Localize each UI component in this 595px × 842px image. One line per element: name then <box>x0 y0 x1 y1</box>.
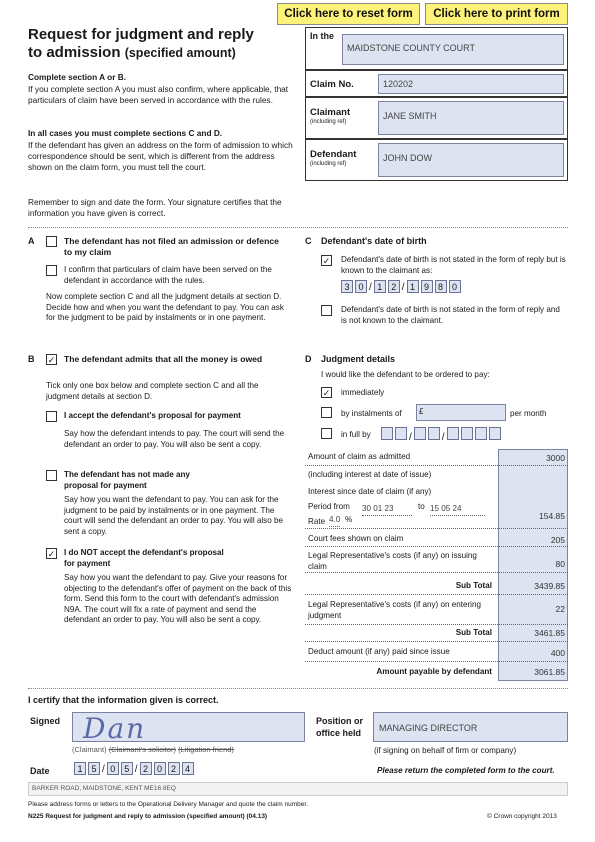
position-label: Position or office held <box>316 716 363 738</box>
period-to-label: to <box>418 502 425 511</box>
no-proposal-checkbox[interactable] <box>46 470 57 481</box>
not-accept-proposal-checkbox[interactable]: ✓ <box>47 549 56 559</box>
date-digit[interactable]: 5 <box>88 762 100 775</box>
accept-proposal-text: Say how the defendant intends to pay. The court will send the defendant an order to pay. You will also be sent a copy. <box>64 429 285 449</box>
date-field[interactable] <box>74 762 196 777</box>
dob-digit[interactable]: 1 <box>374 280 386 293</box>
dob-field[interactable] <box>341 280 463 295</box>
payable-row: Amount payable by defendant <box>376 667 492 676</box>
form-code: N225 Request for judgment and reply to admission (specified amount) (04.13) <box>28 813 268 820</box>
section-a-title: The defendant has not filed an admission or defence to my claim <box>64 236 279 258</box>
not-accept-proposal-text: Say how you want the defendant to pay. Give your reasons for objecting to the defendant's offer of payment on the back of this form. Send this form to the court with defendant's admission N9A. The court will fix a rate of payment and send the defendant an order to pay. You will also be sent a copy. <box>64 573 292 625</box>
date-digit[interactable]: 2 <box>140 762 152 775</box>
subtotal2-row: Sub Total <box>305 625 568 642</box>
period-to-value[interactable]: 15 05 24 <box>430 504 485 516</box>
claim-no-label: Claim No. <box>310 79 354 90</box>
intro-line-5: Remember to sign and date the form. Your signature certifies that the information you have given is correct. <box>28 197 282 219</box>
dob-digit[interactable]: 0 <box>449 280 461 293</box>
defendant-field[interactable]: JOHN DOW <box>378 143 564 177</box>
date-slash: / <box>369 282 372 293</box>
copyright: © Crown copyright 2013 <box>487 813 557 820</box>
rate-value[interactable]: 4.0 <box>329 515 340 527</box>
per-month-label: per month <box>510 409 547 418</box>
defendant-label: Defendant <box>310 149 357 160</box>
interest-since-label: Interest since date of claim (if any) <box>308 487 432 496</box>
date-digit[interactable]: 4 <box>182 762 194 775</box>
defendant-box <box>305 139 568 181</box>
dob-digit[interactable]: 9 <box>421 280 433 293</box>
section-b-title: The defendant admits that all the money is owed <box>64 354 263 364</box>
court-field[interactable]: MAIDSTONE COUNTY COURT <box>342 34 564 65</box>
footer-note: Please address forms or letters to the Operational Delivery Manager and quote the claim number. <box>28 801 309 808</box>
dob-unknown-checkbox[interactable] <box>321 305 332 316</box>
dob-digit[interactable]: 3 <box>341 280 353 293</box>
intro-line-4: If the defendant has given an address on the form of admission to which correspondence should be sent, which is different from the address shown on the claim form, you must tell the court. <box>28 140 293 173</box>
dob-digit[interactable]: 2 <box>388 280 400 293</box>
legal1-row: Legal Representative's costs (if any) on issuing claim <box>305 547 568 573</box>
date-slash: / <box>134 764 138 775</box>
including-interest-label: (including interest at date of issue) <box>308 470 432 479</box>
deduct-value[interactable]: 400 <box>550 648 565 658</box>
immediately-label: immediately <box>341 388 385 397</box>
section-c-letter: C <box>305 236 312 246</box>
date-slash: / <box>102 764 105 775</box>
claim-no-box <box>305 70 568 97</box>
fees-row: Court fees shown on claim <box>305 529 568 547</box>
defendant-sub: (including ref) <box>310 161 347 167</box>
period-from-label: Period from <box>308 502 350 511</box>
rate-pct: % <box>345 515 353 524</box>
accept-proposal-checkbox[interactable] <box>46 411 57 422</box>
section-b-letter: B <box>28 354 35 364</box>
interest-value[interactable]: 154.85 <box>539 511 565 521</box>
section-a-confirm-checkbox[interactable] <box>46 265 57 276</box>
date-slash: / <box>401 282 405 293</box>
dob-unknown-text: Defendant's date of birth is not stated in the form of reply and is not known to the claimant. <box>341 305 560 325</box>
certify-title: I certify that the information given is correct. <box>28 695 219 705</box>
court-address: BARKER ROAD, MAIDSTONE, KENT ME16 8EQ <box>28 782 568 796</box>
divider <box>28 227 568 228</box>
form-title: Request for judgment and reply to admission (specified amount) <box>28 26 254 61</box>
claim-no-field[interactable]: 120202 <box>378 74 564 94</box>
court-label: In the <box>310 31 334 41</box>
intro-line-3: In all cases you must complete sections C and D. <box>28 128 223 138</box>
date-digit[interactable]: 0 <box>154 762 166 775</box>
date-digit[interactable]: 5 <box>121 762 133 775</box>
section-a-letter: A <box>28 236 35 246</box>
claimant-field[interactable]: JANE SMITH <box>378 101 564 135</box>
legal1-value[interactable]: 80 <box>555 559 565 569</box>
signature: Dan <box>83 712 147 745</box>
claimant-label: Claimant <box>310 107 351 118</box>
in-full-label: in full by <box>341 430 371 439</box>
claimant-box <box>305 97 568 139</box>
date-digit[interactable]: 0 <box>107 762 119 775</box>
amount-claim-value[interactable]: 3000 <box>546 453 565 463</box>
reset-form-button[interactable]: Click here to reset form <box>277 3 420 25</box>
section-d-intro: I would like the defendant to be ordered to pay: <box>321 370 490 379</box>
fees-value[interactable]: 205 <box>550 535 565 545</box>
print-form-button[interactable]: Click here to print form <box>425 3 568 25</box>
subtotal2-value: 3461.85 <box>534 628 565 638</box>
legal2-value[interactable]: 22 <box>555 604 565 614</box>
in-full-date-field[interactable]: / / <box>381 427 503 445</box>
no-proposal-text: Say how you want the defendant to pay. You can ask for the judgment to be paid by instalments or in one payment. The court will send the defendant an order to pay. You will also be sent a copy. <box>64 495 283 536</box>
deduct-row: Deduct amount (if any) paid since issue <box>305 642 568 662</box>
section-a-confirm: I confirm that particulars of claim have been served on the defendant in accordance with the rules. <box>64 265 272 285</box>
in-full-checkbox[interactable] <box>321 428 332 439</box>
signature-field[interactable] <box>72 712 305 745</box>
signed-label: Signed <box>30 716 61 726</box>
instalments-checkbox[interactable] <box>321 407 332 418</box>
section-d-letter: D <box>305 354 312 364</box>
intro-line-1: Complete section A or B. <box>28 72 127 82</box>
claimant-sub: (including ref) <box>310 119 347 125</box>
section-b-tick-note: Tick only one box below and complete section C and all the judgment details at section D. <box>46 381 259 401</box>
amount-claim-row: Amount of claim as admitted <box>305 449 568 466</box>
immediately-checkbox[interactable]: ✓ <box>322 388 331 398</box>
section-a-note: Now complete section C and all the judgment details at section D. Decide how and when you want the defendant to pay. You can ask for the judgment to be paid by instalments or in one payment. <box>46 292 284 323</box>
accept-proposal-title: I accept the defendant's proposal for payment <box>64 411 241 420</box>
dob-digit[interactable]: 0 <box>355 280 367 293</box>
position-note: (if signing on behalf of firm or company) <box>374 746 517 755</box>
dob-known-text: Defendant's date of birth is not stated in the form of reply but is known to the claimant as: <box>341 255 566 275</box>
court-box <box>305 27 568 70</box>
payable-value: 3061.85 <box>534 667 565 677</box>
position-field[interactable]: MANAGING DIRECTOR <box>373 712 568 742</box>
pound-sign: £ <box>419 407 424 416</box>
rate-label: Rate <box>308 517 326 526</box>
section-c-title: Defendant's date of birth <box>321 236 427 246</box>
intro-line-2: If you complete section A you must also confirm, where applicable, that particulars of claim have been served in accordance with the rules. <box>28 84 289 106</box>
return-note: Please return the completed form to the court. <box>377 766 555 775</box>
dob-digit[interactable]: 8 <box>435 280 447 293</box>
dob-digit[interactable]: 1 <box>407 280 419 293</box>
not-accept-proposal-title: I do NOT accept the defendant's proposal for payment <box>64 548 224 568</box>
date-digit[interactable]: 1 <box>74 762 86 775</box>
instalments-label: by instalments of <box>341 409 402 418</box>
dob-known-checkbox[interactable]: ✓ <box>322 256 331 266</box>
section-a-checkbox[interactable] <box>46 236 57 247</box>
no-proposal-title: The defendant has not made any proposal for payment <box>64 470 190 490</box>
section-d-title: Judgment details <box>321 354 396 364</box>
subtotal1-row: Sub Total <box>305 573 568 595</box>
date-label: Date <box>30 766 50 776</box>
date-digit[interactable]: 2 <box>168 762 180 775</box>
signer-role-options: (Claimant) (Claimant's solicitor) (Litigation friend) <box>72 745 234 754</box>
section-b-checkbox[interactable]: ✓ <box>47 355 56 365</box>
legal2-row: Legal Representative's costs (if any) on entering judgment <box>305 595 568 625</box>
period-from-value[interactable]: 30 01 23 <box>362 504 412 516</box>
instalment-amount-field[interactable] <box>416 404 506 421</box>
subtotal1-value: 3439.85 <box>534 581 565 591</box>
